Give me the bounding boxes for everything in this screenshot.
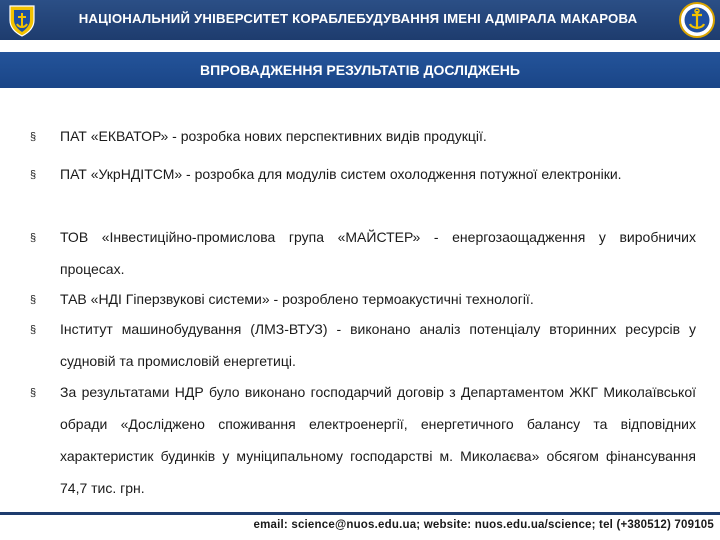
- university-crest-icon: [4, 2, 40, 38]
- bullet-icon: §: [30, 169, 37, 181]
- list-item-text: Інститут машинобудування (ЛМЗ-ВТУЗ) - виконано аналіз потенціалу вторинних ресурсів у судновій та промисловій енергетиці.: [60, 321, 696, 369]
- bullet-icon: §: [30, 131, 37, 143]
- footer-contacts: email: science@nuos.edu.ua; website: nuos.edu.ua/science; tel (+380512) 709105: [253, 519, 714, 531]
- list-item-text: ТОВ «Інвестиційно-промислова група «МАЙСТЕР» - енергозаощадження у виробничих процесах.: [60, 229, 696, 277]
- bullet-icon: §: [30, 387, 37, 399]
- list-item-text: ПАТ «УкрНДІТСМ» - розробка для модулів систем охолодження потужної електроніки.: [60, 166, 622, 182]
- header-bar: [0, 0, 720, 40]
- list-item-text: ПАТ «ЕКВАТОР» - розробка нових перспективних видів продукції.: [60, 128, 487, 144]
- bullet-icon: §: [30, 294, 37, 306]
- list-item-text: ТАВ «НДІ Гіперзвукові системи» - розроблено термоакустичні технології.: [60, 291, 534, 307]
- bullet-icon: §: [30, 232, 37, 244]
- page-title: ВПРОВАДЖЕННЯ РЕЗУЛЬТАТІВ ДОСЛІДЖЕНЬ: [200, 62, 520, 78]
- footer-divider: [0, 512, 720, 515]
- anchor-emblem-icon: [678, 1, 716, 39]
- list-item-text: За результатами НДР було виконано господарчий договір з Департаментом ЖКГ Миколаївської обради «Досліджено споживання електроенергії, енергетичного балансу та відповідних характеристик будинків у муніципальному господарстві м. Миколаєва» обсягом фінансування 74,7 тис. грн.: [60, 384, 696, 496]
- university-name: НАЦІОНАЛЬНИЙ УНІВЕРСИТЕТ КОРАБЛЕБУДУВАННЯ ІМЕНІ АДМІРАЛА МАКАРОВА: [78, 11, 638, 26]
- bullet-icon: §: [30, 324, 37, 336]
